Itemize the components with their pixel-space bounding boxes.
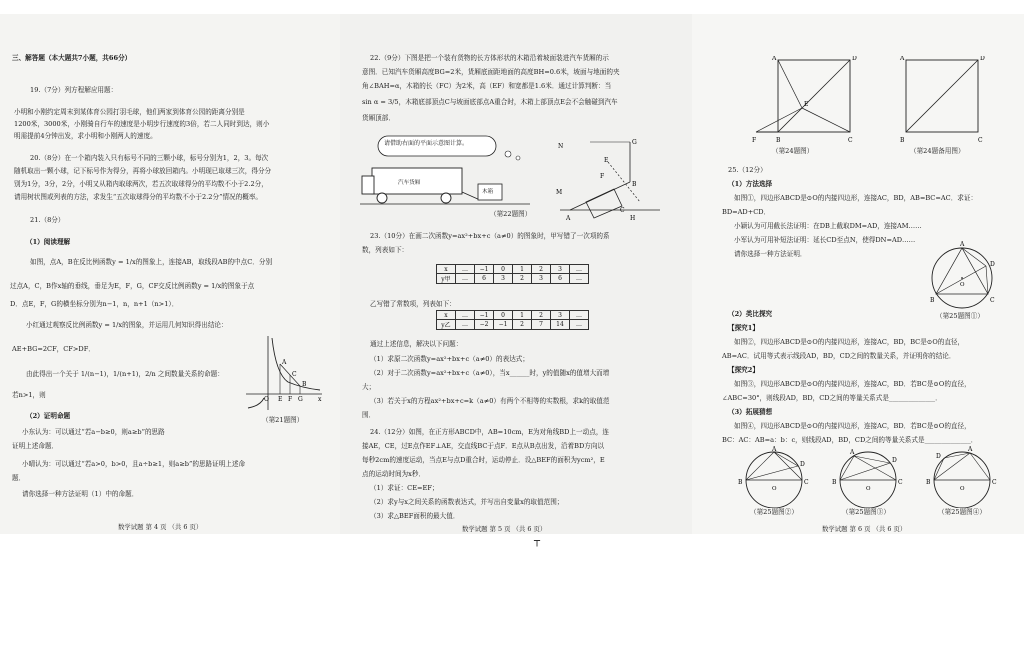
q25-line: 如图④，四边形ABCD是⊙O的内接四边形，连接AC，BD．若BC是⊙O的直径， — [734, 422, 971, 430]
svg-text:A: A — [282, 359, 287, 366]
fig22-bubble-text: 请借助右面的平面示意图计算。 — [384, 140, 469, 147]
q23-line: 数，列表如下： — [362, 246, 409, 254]
q20-line: 随机取出一颗小球，记下标号作为得分，再将小球放回箱内。小明现已取球三次，得分分 — [14, 167, 272, 175]
fig25b-caption: （第25题图②） — [750, 508, 798, 516]
table-row — [437, 320, 589, 330]
table-row — [437, 265, 589, 274]
section-heading: 三、解答题（本大题共7小题，共66分） — [12, 54, 132, 62]
q21-line: 若n>1，则 — [12, 391, 46, 399]
svg-text:A: A — [772, 446, 777, 453]
table-row — [437, 311, 589, 320]
table-cell: 3 — [494, 274, 513, 284]
svg-text:C: C — [898, 479, 903, 486]
svg-text:O: O — [960, 282, 965, 288]
fig25d-circle — [920, 446, 1004, 508]
q22-line: 货厢顶部． — [362, 114, 395, 122]
fig24-spare-caption: （第24题备用图） — [910, 147, 965, 155]
q25-part3: （3）拓展猜想 — [728, 408, 773, 416]
q24-line: （3）求△BEF面积的最大值． — [370, 512, 460, 520]
table-cell: 7 — [532, 320, 551, 330]
q25-line: BC：AC：AB=a：b：c，则线段AD，BD，CD之间的等量关系式是______________． — [722, 436, 978, 444]
page-footer: 数学试题 第 5 页 （共 6 页） — [462, 525, 547, 533]
page-footer: 数学试题 第 4 页 （共 6 页） — [118, 523, 203, 531]
fig21-graph — [244, 334, 324, 414]
table-cell: 3 — [551, 265, 570, 274]
fig25a-caption: （第25题图①） — [936, 312, 984, 320]
exam-page-4 — [0, 14, 340, 534]
q25-line: 如图②，四边形ABCD是⊙O的内接四边形，连接AC，BD，BC是⊙O的直径， — [734, 338, 965, 346]
svg-text:C: C — [804, 479, 809, 486]
q23-line: 23.（10分）在画二次函数y=ax²+bx+c（a≠0）的图象时，甲写错了一次项的系 — [370, 232, 610, 240]
q25-explore1: 【探究1】 — [728, 324, 759, 332]
fig25c-caption: （第25题图③） — [842, 508, 890, 516]
q24-line: （2）求y与x之间关系的函数表达式，并写出自变量x的取值范围； — [370, 498, 564, 506]
svg-text:A: A — [850, 449, 855, 456]
svg-text:E: E — [604, 157, 609, 164]
table-cell: … — [570, 274, 589, 284]
svg-text:A: A — [960, 241, 965, 248]
table-cell: 2 — [532, 265, 551, 274]
svg-text:F: F — [752, 137, 757, 144]
table-cell: −2 — [475, 320, 494, 330]
q19-line: 小明和小刚约定周末到某体育公园打羽毛球，他们两家到体育公园的距离分别是 — [14, 108, 245, 116]
q25-line: ∠ABC=30°，则线段AD，BD，CD之间的等量关系式是______________． — [722, 394, 942, 402]
table-cell: 0 — [494, 311, 513, 320]
q25-line: 小颖认为可用截长法证明：在DB上截取DM=AD，连接AM…… — [734, 222, 922, 230]
q23-line: （3）若关于x的方程ax²+bx+c=k（a≠0）有两个不相等的实数根，求k的取值范 — [370, 397, 610, 405]
q21-line: 小晴认为：可以通过“若a>0，b>0，且a÷b≥1，则a≥b”的思路证明上述命 — [22, 460, 246, 468]
svg-text:D: D — [892, 457, 897, 464]
q25-title: 25.（12分） — [728, 166, 767, 174]
table-cell: … — [456, 320, 475, 330]
table-cell: 2 — [513, 274, 532, 284]
svg-text:B: B — [926, 479, 931, 486]
table-cell: −1 — [494, 320, 513, 330]
fig24-spare-square — [898, 56, 988, 146]
fig22-truck-label: 汽车货厢 — [398, 180, 421, 186]
q25-line: AB=AC．试用等式表示线段AD，BD，CD之间的数量关系，并证明你的结论． — [722, 352, 956, 360]
svg-text:C: C — [990, 297, 995, 304]
svg-text:F: F — [288, 396, 293, 403]
svg-text:C: C — [848, 137, 853, 144]
q24-line: 接AE，CE，过E点作EF⊥AE，交直线BC于点F．E点从B点出发，沿着BD方向以 — [362, 442, 605, 450]
svg-text:E: E — [804, 101, 809, 108]
table-cell: 1 — [513, 311, 532, 320]
svg-text:B: B — [832, 479, 837, 486]
table-cell: 3 — [551, 311, 570, 320]
q21-title: 21.（8分） — [30, 216, 65, 224]
svg-text:A: A — [900, 56, 905, 62]
q22-line: 22.（9分）下图是把一个装有货物的长方体形状的木箱沿着坡面装进汽车货厢的示 — [370, 54, 609, 62]
q21-line: 小东认为：可以通过“若a−b≥0，则a≥b”的思路 — [22, 428, 165, 436]
q23-line: 大； — [362, 383, 376, 391]
q24-line: （1）求证：CE=EF； — [370, 484, 439, 492]
svg-text:F: F — [600, 173, 605, 180]
q25-part2: （2）类比探究 — [728, 310, 773, 318]
svg-text:D: D — [800, 461, 805, 468]
q20-line: 别为1分，3分，2分，小明又从箱内取球两次，若五次取球得分的平均数不小于2.2分， — [14, 180, 268, 188]
table-cell: … — [456, 311, 475, 320]
svg-text:D: D — [852, 56, 857, 62]
svg-text:A: A — [566, 215, 571, 222]
q25-line: 小军认为可用补短法证明：延长CD至点N，使得DN=AD…… — [734, 236, 916, 244]
svg-text:O: O — [264, 396, 269, 403]
q21-part2: （2）证明命题 — [26, 412, 71, 420]
svg-text:D: D — [990, 261, 995, 268]
svg-text:B: B — [776, 137, 781, 144]
q21-line: AE+BG=2CF，CF>DF． — [12, 345, 95, 353]
q19-line: 1200米，3000米，小刚骑自行车的速度是小明步行速度的3倍，若二人同时到达，则小 — [14, 120, 270, 128]
table-cell: x — [437, 311, 456, 320]
svg-text:O: O — [866, 486, 871, 492]
fig25d-caption: （第25题图④） — [938, 508, 986, 516]
svg-text:A: A — [772, 56, 777, 62]
fig21-caption: （第21题图） — [262, 416, 304, 424]
svg-text:C: C — [992, 479, 997, 486]
table-cell: … — [570, 265, 589, 274]
svg-text:x: x — [318, 396, 322, 403]
table-cell: 6 — [475, 274, 494, 284]
table-cell: … — [456, 265, 475, 274]
exam-page-5 — [340, 14, 692, 534]
svg-text:D: D — [936, 453, 941, 460]
q24-line: 每秒2cm的速度运动，当点E与点D重合时，运动停止．设△BEF的面积为ycm²，E — [362, 456, 605, 464]
q21-line: 小红通过观察反比例函数y = 1/x的图象，并运用几何知识得出结论： — [26, 321, 228, 329]
fig25b-circle — [732, 446, 816, 508]
q21-line: 过点A，C，B作x轴的垂线，垂足为E，F，G，CF交反比例函数y = 1/x的图象于点 — [10, 282, 255, 290]
table-cell: 2 — [513, 320, 532, 330]
q25-line: 如图③，四边形ABCD是⊙O的内接四边形，连接AC，BD．若BC是⊙O的直径， — [734, 380, 971, 388]
q21-line: D．点E，F，G的横坐标分别为n−1，n，n+1（n>1）． — [10, 300, 179, 308]
table-cell: 0 — [494, 265, 513, 274]
q20-line: 20.（8分）在一个箱内装入只有标号不同的三颗小球，标号分别为1，2，3。每次 — [30, 154, 269, 162]
svg-text:B: B — [632, 181, 637, 188]
table-cell: y乙 — [437, 320, 456, 330]
svg-text:H: H — [630, 215, 636, 222]
q25-line: 请你选择一种方法证明． — [734, 250, 807, 258]
fig25c-circle — [826, 446, 910, 508]
q21-line: 由此得出一个关于 1/(n−1)，1/(n+1)，2/n 之间数量关系的命题： — [26, 370, 224, 378]
table-cell: … — [570, 311, 589, 320]
q20-line: 请用树状图或列表的方法，求发生“五次取球得分的平均数不小于2.2分”情况的概率。 — [14, 193, 263, 201]
q21-line: 题． — [12, 474, 26, 482]
svg-text:B: B — [302, 381, 307, 388]
svg-text:B: B — [738, 479, 743, 486]
fig25a-circle — [924, 240, 1000, 312]
svg-text:D: D — [980, 56, 985, 62]
q23-line: 通过上述信息，解决以下问题： — [370, 340, 463, 348]
q23-line: 乙写错了常数项，列表如下： — [370, 300, 456, 308]
q22-line: 角∠BAH=α，木箱的长（FC）为2米，高（EF）和宽都是1.6米．通过计算判断：当 — [362, 82, 612, 90]
q23-line: （2）对于二次函数y=ax²+bx+c（a≠0），当x______时，y的值随x的值增大而增 — [370, 369, 610, 377]
table-cell: −1 — [475, 265, 494, 274]
svg-text:B: B — [930, 297, 935, 304]
q24-line: 点的运动时间为x秒． — [362, 470, 426, 478]
fig22-box-label: 木箱 — [482, 189, 494, 195]
svg-text:M: M — [556, 189, 563, 196]
table-row — [437, 274, 589, 284]
q21-line: 证明上述命题． — [12, 442, 59, 450]
q23-line: 围． — [362, 411, 376, 419]
fig24-square — [748, 56, 858, 146]
q19-title: 19.（7分）列方程解应用题： — [30, 86, 118, 94]
table-cell: 6 — [551, 274, 570, 284]
table-cell: x — [437, 265, 456, 274]
q25-explore2: 【探究2】 — [728, 366, 759, 374]
q22-line: 意图．已知汽车货厢高度BG=2米，货厢底面距地面的高度BH=0.6米，坡面与地面的夹 — [362, 68, 620, 76]
table-cell: 1 — [513, 265, 532, 274]
svg-text:B: B — [900, 137, 905, 144]
svg-text:O: O — [960, 486, 965, 492]
crease-mark: ┬ — [534, 536, 541, 547]
fig24-caption: （第24题图） — [772, 147, 814, 155]
svg-text:C: C — [620, 207, 625, 214]
q25-part1: （1）方法选择 — [728, 180, 773, 188]
svg-text:N: N — [558, 143, 564, 150]
q22-line: sin α = 3/5，木箱底部顶点C与坡面底部点A重合时，木箱上部顶点E会不会触碰到汽车 — [362, 98, 618, 106]
svg-text:A: A — [968, 446, 973, 453]
table-yi — [436, 310, 589, 330]
table-cell: 3 — [532, 274, 551, 284]
q23-line: （1）求原二次函数y=ax²+bx+c（a≠0）的表达式； — [370, 355, 529, 363]
table-cell: 14 — [551, 320, 570, 330]
table-jia — [436, 264, 589, 284]
table-cell: −1 — [475, 311, 494, 320]
exam-page-6 — [692, 14, 1024, 534]
table-cell: … — [456, 274, 475, 284]
svg-text:G: G — [298, 396, 303, 403]
q25-line: 如图①，四边形ABCD是⊙O的内接四边形，连接AC，BD，AB=BC=AC．求证： — [734, 194, 978, 202]
q24-line: 24.（12分）如图，在正方形ABCD中，AB=10cm，E为对角线BD上一动点，连 — [370, 428, 610, 436]
fig22-caption: （第22题图） — [490, 210, 532, 218]
q21-line: 请你选择一种方法证明（1）中的命题． — [22, 490, 139, 498]
svg-text:C: C — [978, 137, 983, 144]
table-cell: … — [570, 320, 589, 330]
svg-text:E: E — [278, 396, 283, 403]
q25-line: BD=AD+CD． — [722, 208, 771, 216]
q19-line: 明需提前4分钟出发，求小明和小刚两人的速度。 — [14, 132, 157, 140]
page-footer: 数学试题 第 6 页 （共 6 页） — [822, 525, 907, 533]
table-cell: 2 — [532, 311, 551, 320]
svg-text:G: G — [632, 139, 637, 146]
svg-text:O: O — [772, 486, 777, 492]
svg-text:C: C — [292, 371, 297, 378]
table-cell: y甲 — [437, 274, 456, 284]
q21-part1: （1）阅读理解 — [26, 238, 71, 246]
q21-line: 如图，点A，B在反比例函数y = 1/x的图象上，连接AB，取线段AB的中点C．分别 — [30, 258, 273, 266]
